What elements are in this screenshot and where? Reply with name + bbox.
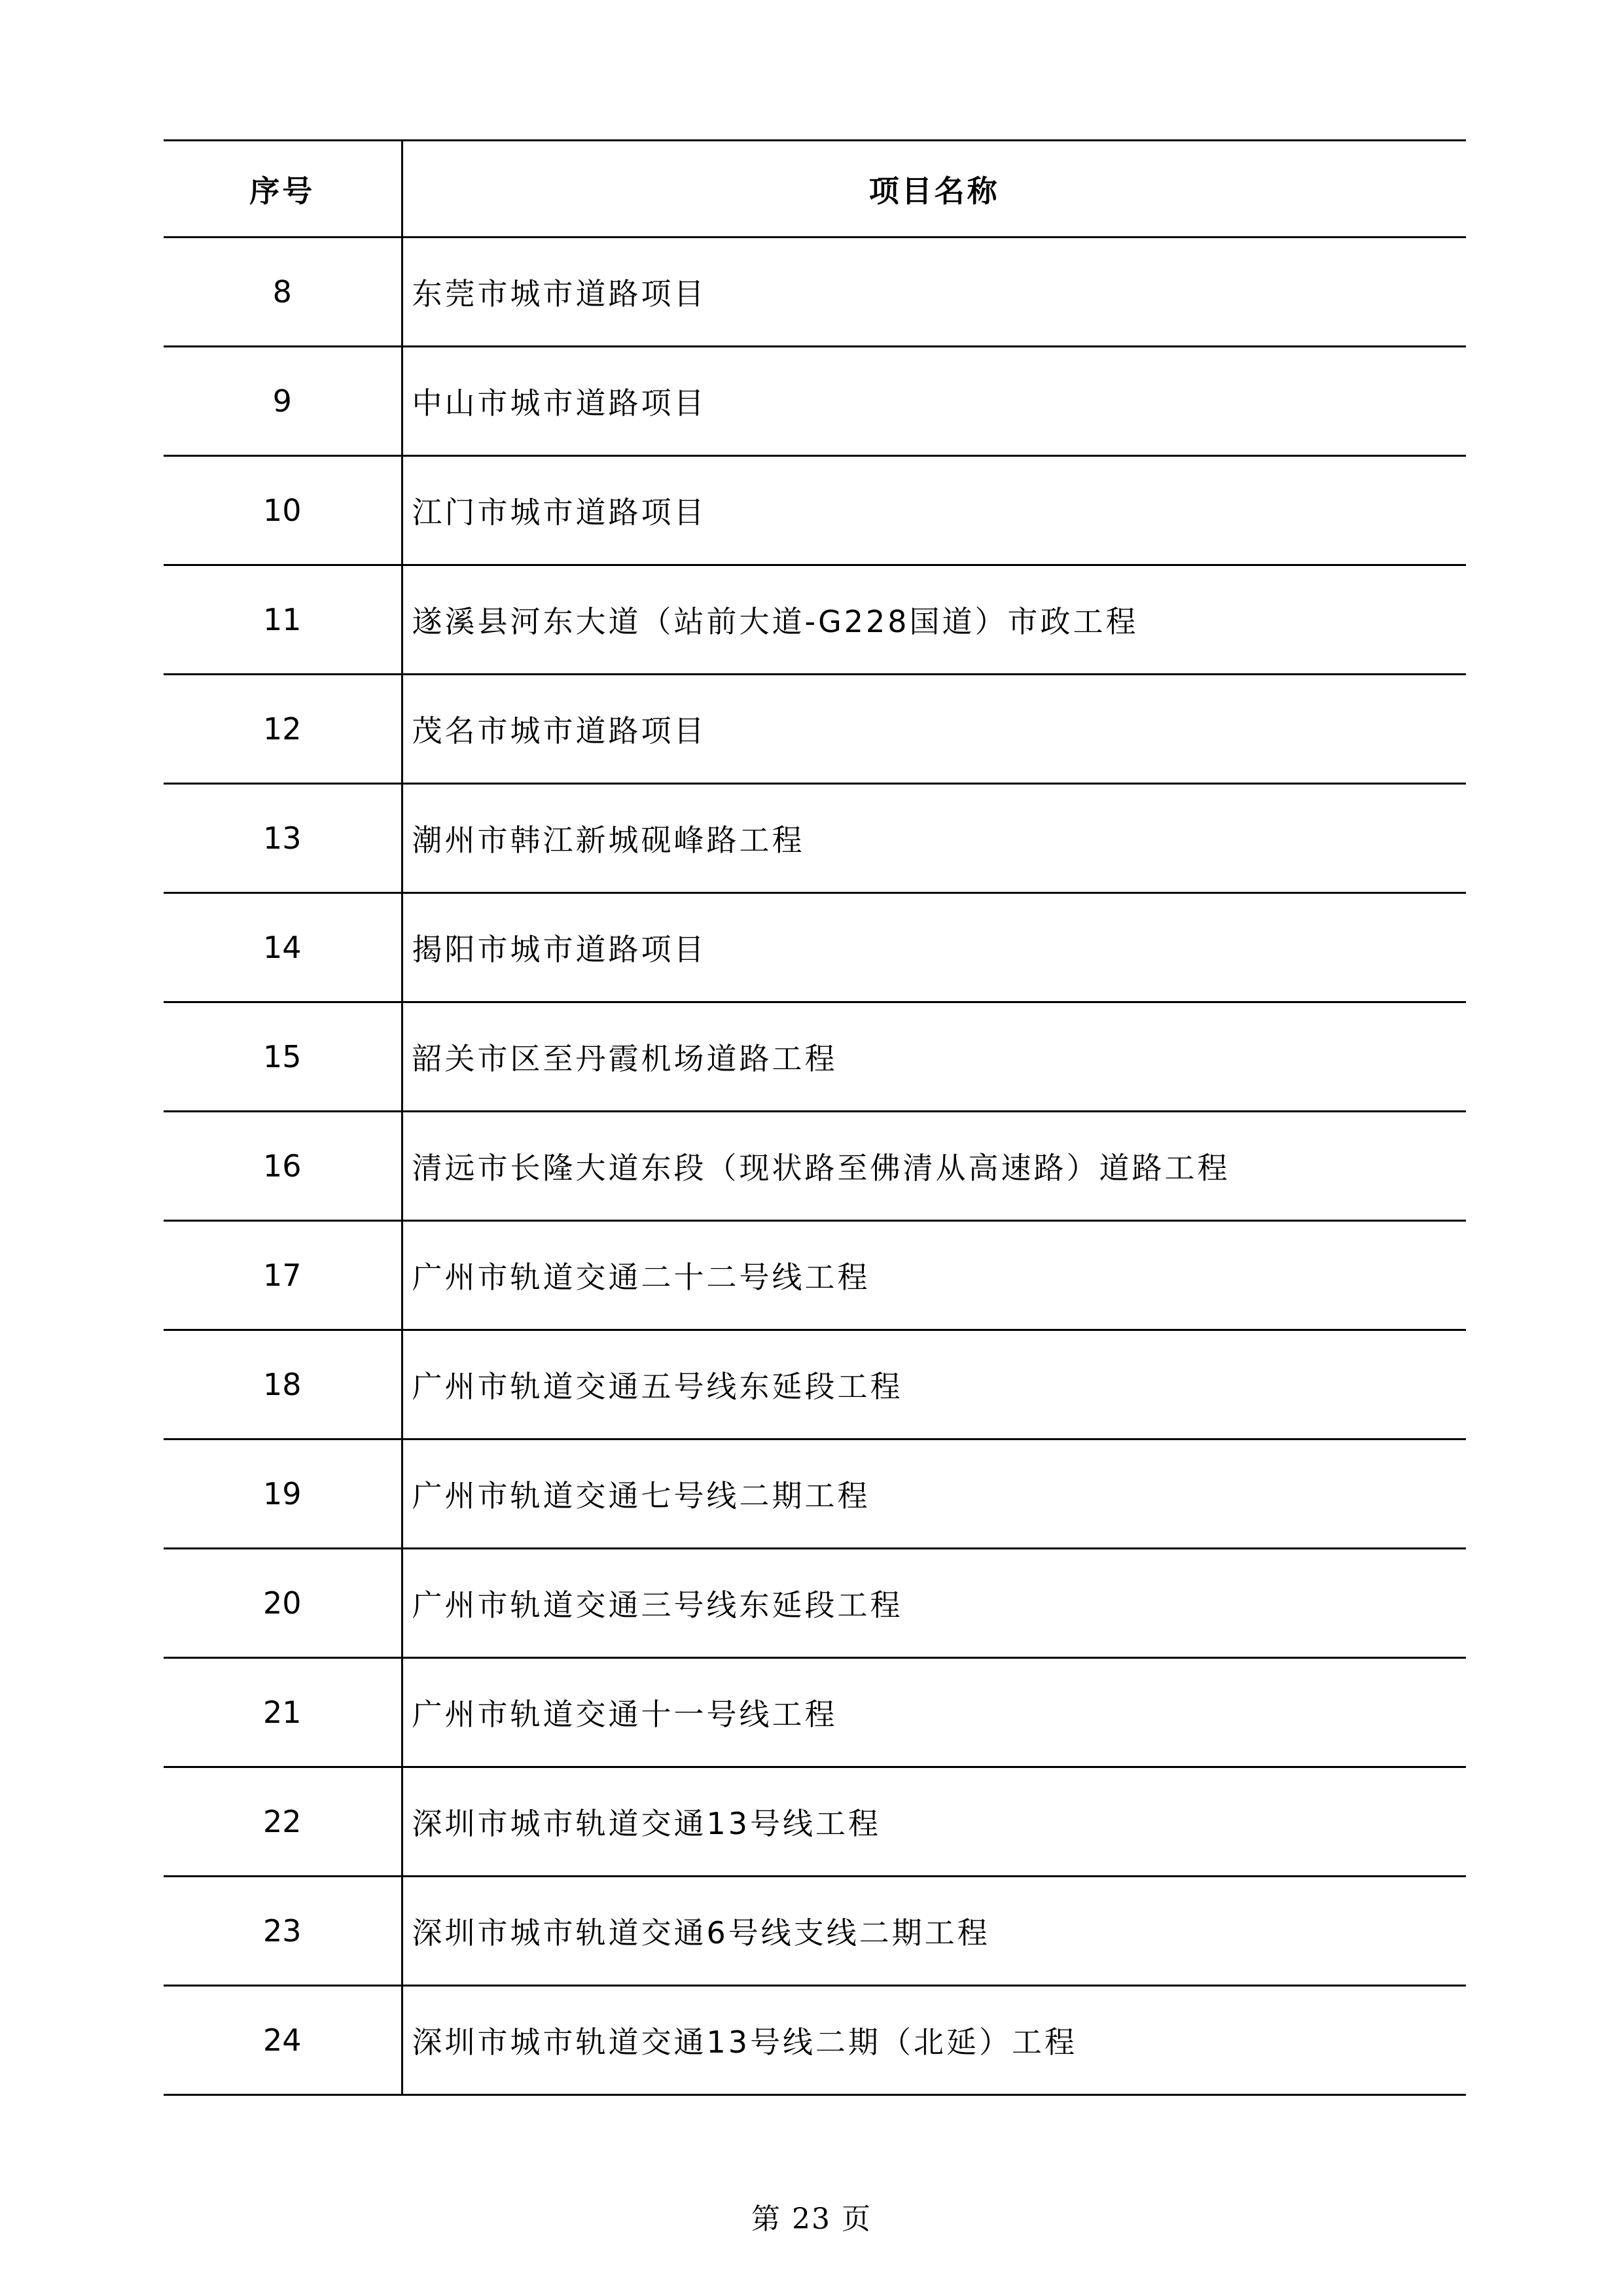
table-row [164, 238, 1466, 347]
row-project-name: 深圳市城市轨道交通6号线支线二期工程 [402, 1877, 1466, 1986]
row-project-name: 深圳市城市轨道交通13号线工程 [402, 1767, 1466, 1877]
row-index: 21 [164, 1658, 402, 1767]
table-row [164, 784, 1466, 893]
row-index: 16 [164, 1112, 402, 1221]
header-project-name: 项目名称 [402, 141, 1466, 238]
row-index: 10 [164, 456, 402, 565]
row-project-name: 韶关市区至丹霞机场道路工程 [402, 1002, 1466, 1112]
row-project-name: 揭阳市城市道路项目 [402, 893, 1466, 1002]
table-row [164, 1986, 1466, 2095]
table-row [164, 893, 1466, 1002]
project-table [164, 139, 1466, 2096]
row-project-name: 茂名市城市道路项目 [402, 675, 1466, 784]
table-row [164, 1658, 1466, 1767]
row-index: 14 [164, 893, 402, 1002]
table-row [164, 1877, 1466, 1986]
table-row [164, 1439, 1466, 1549]
table-row [164, 347, 1466, 456]
header-row [164, 141, 1466, 238]
row-project-name: 清远市长隆大道东段（现状路至佛清从高速路）道路工程 [402, 1112, 1466, 1221]
row-index: 11 [164, 565, 402, 675]
row-index: 19 [164, 1439, 402, 1549]
table-row [164, 456, 1466, 565]
row-index: 13 [164, 784, 402, 893]
table-row [164, 1330, 1466, 1439]
table-row [164, 1549, 1466, 1658]
row-index: 24 [164, 1986, 402, 2095]
row-index: 17 [164, 1221, 402, 1330]
row-index: 8 [164, 238, 402, 347]
table-row [164, 565, 1466, 675]
row-index: 20 [164, 1549, 402, 1658]
table-body [164, 238, 1466, 2095]
table-row [164, 675, 1466, 784]
row-project-name: 江门市城市道路项目 [402, 456, 1466, 565]
page-number: 第 23 页 [751, 2202, 872, 2236]
row-project-name: 中山市城市道路项目 [402, 347, 1466, 456]
row-project-name: 广州市轨道交通七号线二期工程 [402, 1439, 1466, 1549]
table-row [164, 1767, 1466, 1877]
row-project-name: 广州市轨道交通二十二号线工程 [402, 1221, 1466, 1330]
table-header [164, 141, 1466, 238]
table-row [164, 1002, 1466, 1112]
row-project-name: 广州市轨道交通十一号线工程 [402, 1658, 1466, 1767]
table-row [164, 1221, 1466, 1330]
header-index: 序号 [164, 141, 402, 238]
row-index: 9 [164, 347, 402, 456]
row-project-name: 遂溪县河东大道（站前大道-G228国道）市政工程 [402, 565, 1466, 675]
row-index: 15 [164, 1002, 402, 1112]
row-project-name: 深圳市城市轨道交通13号线二期（北延）工程 [402, 1986, 1466, 2095]
table-row [164, 1112, 1466, 1221]
row-project-name: 广州市轨道交通三号线东延段工程 [402, 1549, 1466, 1658]
row-project-name: 潮州市韩江新城砚峰路工程 [402, 784, 1466, 893]
row-index: 23 [164, 1877, 402, 1986]
row-project-name: 广州市轨道交通五号线东延段工程 [402, 1330, 1466, 1439]
row-project-name: 东莞市城市道路项目 [402, 238, 1466, 347]
row-index: 22 [164, 1767, 402, 1877]
row-index: 18 [164, 1330, 402, 1439]
row-index: 12 [164, 675, 402, 784]
